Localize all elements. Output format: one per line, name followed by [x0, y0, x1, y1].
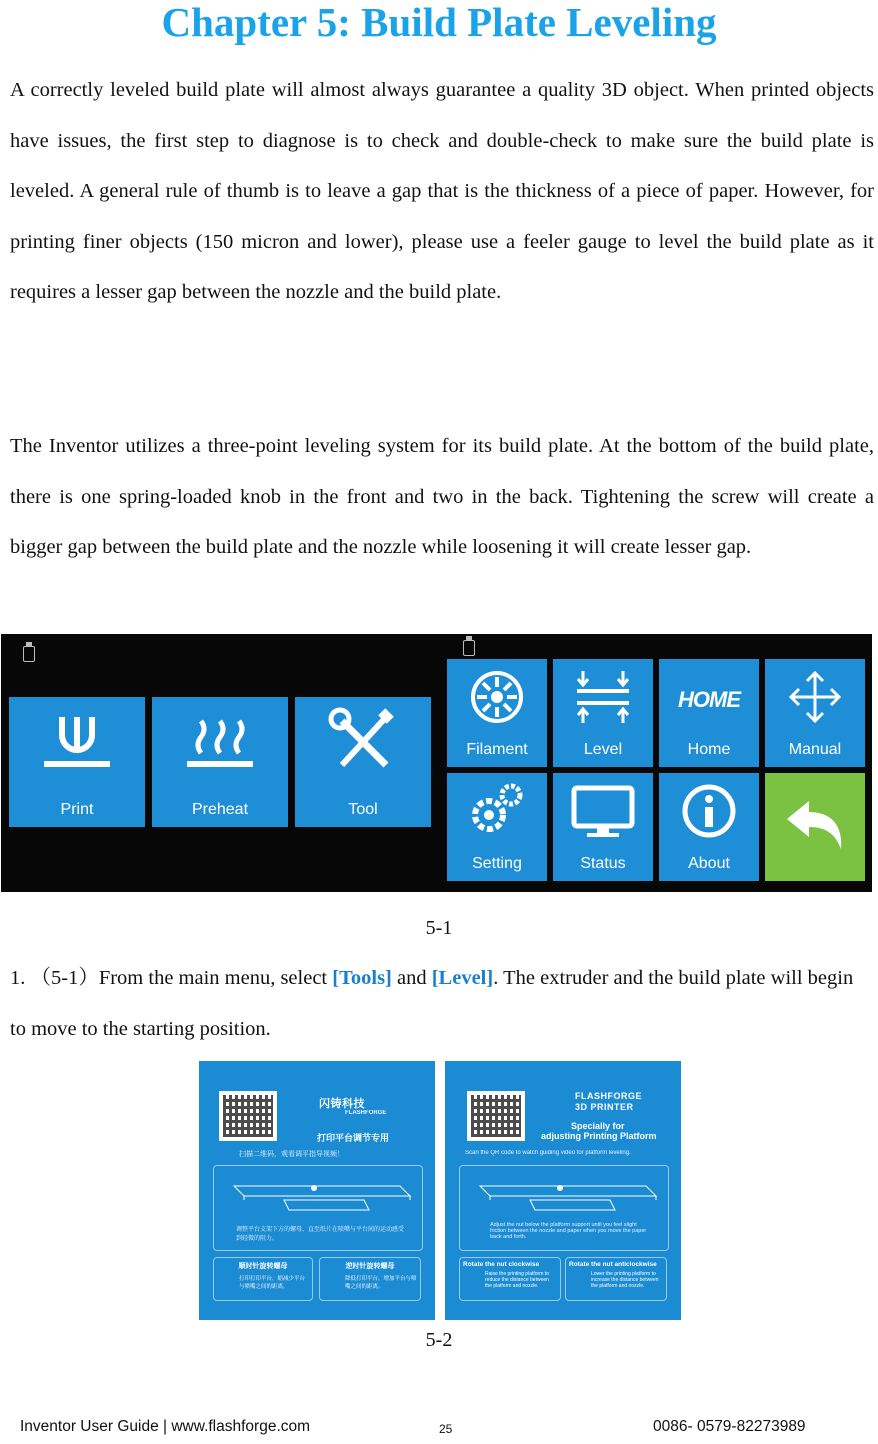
build-plate-illustration [214, 1170, 420, 1220]
tile-label: Setting [472, 855, 522, 872]
chapter-title: Chapter 5: Build Plate Leveling [161, 0, 717, 45]
monitor-icon [571, 785, 635, 841]
step-and: and [391, 967, 432, 989]
tile-label: Manual [788, 741, 842, 758]
tile-label: Home [687, 741, 731, 758]
platform-diagram [459, 1165, 669, 1251]
filament-tile [447, 659, 547, 767]
setting-tile [447, 773, 547, 881]
usb-icon [463, 640, 475, 656]
clockwise-desc: Raise the printing platform to reduce the distance between the platform and nozzle. [485, 1271, 549, 1289]
tile-label: Level [583, 741, 623, 758]
preheat-tile [152, 697, 288, 827]
anticlockwise-desc: Lower the printing platform to increase the distance between the platform and nozzle. [591, 1271, 659, 1289]
leveling-card-english [445, 1061, 681, 1320]
adjust-instructions: Adjust the nut below the platform support until you feel slight friction between the nozzle and paper when you move the paper back and forth. [490, 1222, 647, 1240]
print-icon [42, 713, 112, 773]
tile-label: Filament [466, 741, 528, 758]
clockwise-box [213, 1257, 313, 1301]
home-tile [659, 659, 759, 767]
step-prefix: 1. （5-1）From the main menu, select [10, 967, 333, 989]
card-title: 打印平台调节专用 [317, 1133, 390, 1143]
platform-diagram [213, 1165, 423, 1251]
filament-spool-icon [469, 669, 525, 725]
card-title-line1: Specially for [571, 1121, 625, 1131]
clockwise-label: Rotate the nut clockwise [463, 1261, 540, 1268]
card-scan-text: Scan the QR code to watch guiding video for platform leveling. [465, 1150, 631, 1156]
figure-caption: 5-1 [425, 917, 453, 939]
build-plate-illustration [460, 1170, 666, 1220]
wrench-screwdriver-icon [328, 707, 398, 777]
anticlockwise-box [565, 1257, 667, 1301]
about-tile [659, 773, 759, 881]
card-brand-en: FLASHFORGE [345, 1110, 387, 1116]
print-tile [9, 697, 145, 827]
level-tile [553, 659, 653, 767]
qr-code [467, 1091, 525, 1141]
card-scan-text: 扫描二维码，观看调平指导视频！ [239, 1151, 344, 1158]
tools-menu-reference: [Tools] [332, 967, 392, 989]
level-menu-reference: [Level] [431, 967, 494, 989]
leveling-card-chinese [199, 1061, 435, 1320]
card-brand-sub: 3D PRINTER [575, 1102, 634, 1112]
anticlockwise-label: Rotate the nut anticlockwise [569, 1261, 657, 1268]
anticlockwise-desc: 降低打印平台，增加平台与喷嘴之间的距离。 [345, 1276, 417, 1290]
tile-label: Status [580, 855, 626, 872]
tile-label: About [688, 855, 730, 872]
card-brand: 闪铸科技 [319, 1098, 365, 1110]
manual-tile [765, 659, 865, 767]
card-brand: FLASHFORGE [575, 1091, 642, 1101]
tile-label: Tool [348, 801, 378, 818]
status-tile [553, 773, 653, 881]
figure-caption: 5-2 [425, 1329, 453, 1351]
adjust-instructions: 调整平台支架下方的螺母，直至纸片在喷嘴与平台间的运动感受到轻微的阻力。 [236, 1227, 405, 1242]
clockwise-box [459, 1257, 561, 1301]
card-title-line2: adjusting Printing Platform [541, 1131, 657, 1141]
back-tile [765, 773, 865, 881]
tool-tile [295, 697, 431, 827]
back-arrow-icon [783, 799, 847, 855]
anticlockwise-box [319, 1257, 421, 1301]
leveling-system-paragraph: The Inventor utilizes a three-point leveling system for its build plate. At the bottom of the build plate, there is one spring-loaded knob in the front and two in the back. Tightening the screw will create a bigger gap between the build plate and the nozzle while loosening it will create lesser gap. [10, 435, 874, 558]
footer-guide-title: Inventor User Guide | www.flashforge.com [20, 1418, 311, 1435]
usb-icon [23, 646, 35, 662]
tile-label: Print [60, 801, 94, 818]
step-1-paragraph [10, 953, 874, 1054]
main-menu-screenshot [1, 634, 872, 892]
gears-icon [467, 781, 527, 841]
footer-phone: 0086- 0579-82273989 [653, 1418, 806, 1435]
home-icon: HOME [678, 687, 740, 712]
tile-label: Preheat [191, 801, 249, 818]
qr-code [219, 1091, 277, 1141]
move-arrows-icon [787, 669, 843, 725]
level-icon [573, 669, 633, 725]
intro-paragraph: A correctly leveled build plate will almost always guarantee a quality 3D object. When printed objects have issues, the first step to diagnose is to check and double-check to make sure the build plate is leveled. A general rule of thumb is to leave a gap that is the thickness of a piece of paper. However, for printing finer objects (150 micron and lower), please use a feeler gauge to level the build plate as it requires a lesser gap between the nozzle and the build plate. [10, 79, 874, 303]
preheat-icon [185, 713, 255, 773]
step-suffix: . The extruder and the build plate will begin to move to the starting position. [10, 967, 854, 1040]
anticlockwise-label: 逆时针旋转螺母 [345, 1263, 395, 1270]
clockwise-desc: 打印打印平台，缩减少平台与喷嘴之间的距离。 [239, 1276, 306, 1290]
clockwise-label: 顺时针旋转螺母 [238, 1263, 288, 1270]
info-icon [681, 783, 737, 839]
page-number: 25 [439, 1422, 453, 1436]
